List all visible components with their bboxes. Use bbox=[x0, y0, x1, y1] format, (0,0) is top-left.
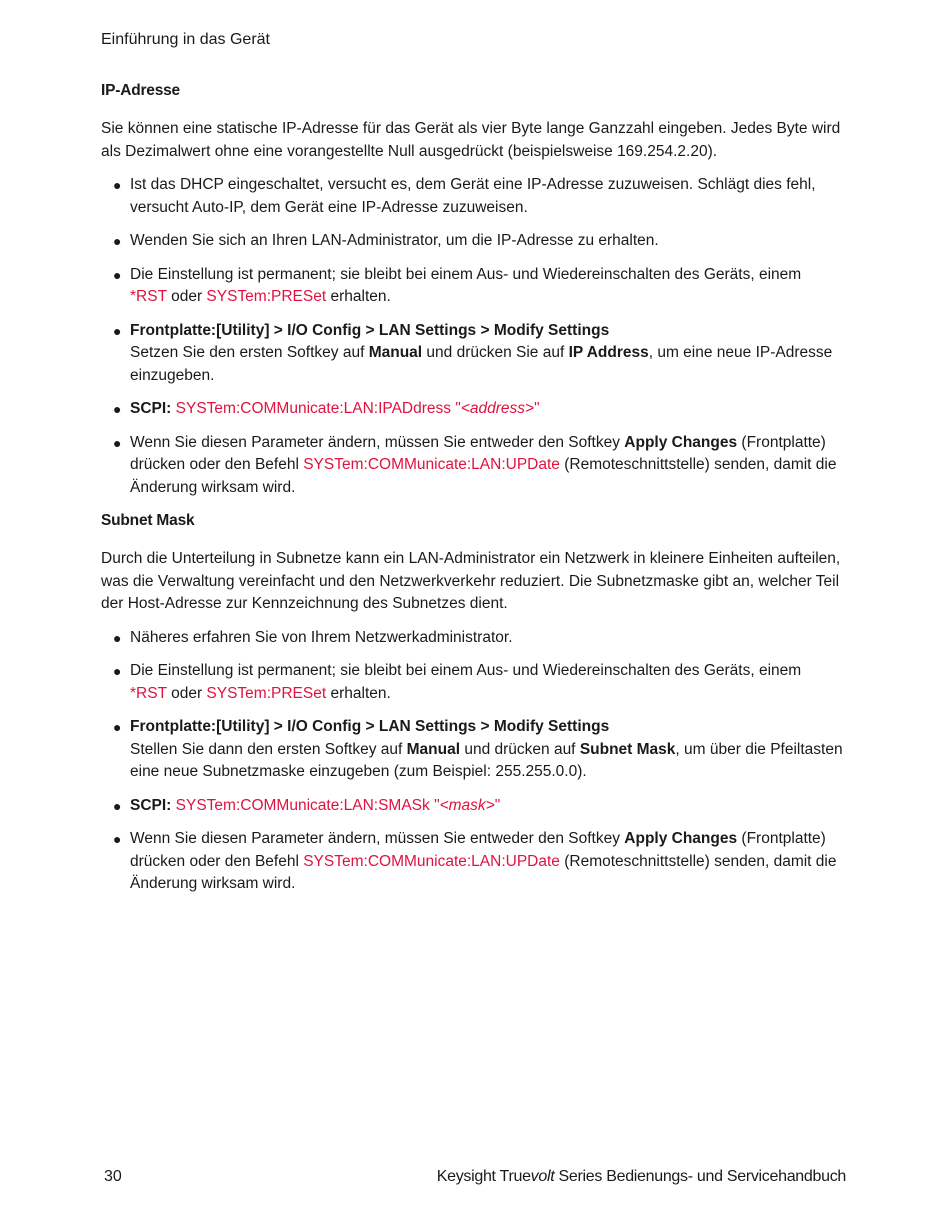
item-text: (Remoteschnittstelle) senden, damit die Änderung wirksam wird. bbox=[130, 456, 837, 496]
list-item bbox=[101, 660, 853, 705]
softkey-label: Apply Changes bbox=[624, 433, 738, 451]
item-text: Setzen Sie den ersten Softkey auf bbox=[130, 344, 365, 361]
footer-brand: Keysight True bbox=[436, 1168, 531, 1185]
subnet-mask-heading: Subnet Mask bbox=[101, 512, 195, 529]
preset-command-link[interactable]: SYSTem:PRESet bbox=[206, 288, 327, 305]
command-text: SYSTem:COMMunicate:LAN:IPADdress " bbox=[175, 400, 461, 417]
softkey-label: Manual bbox=[368, 344, 423, 361]
command-text: " bbox=[494, 796, 501, 814]
list-item bbox=[101, 627, 853, 650]
footer-manual-title bbox=[437, 1168, 846, 1186]
command-param: <mask> bbox=[439, 796, 495, 814]
item-text: Die Einstellung ist permanent; sie bleibt bei einem Aus- und Wiedereinschalten des Geräts, einem bbox=[130, 662, 802, 679]
item-text: Wenn Sie diesen Parameter ändern, müssen Sie entweder den Softkey bbox=[130, 830, 620, 847]
bullet-icon: ● bbox=[113, 663, 122, 679]
scpi-smask-command[interactable] bbox=[176, 797, 501, 814]
list-item bbox=[101, 716, 853, 784]
item-text: (Remoteschnittstelle) senden, damit die Änderung wirksam wird. bbox=[130, 852, 837, 892]
bullet-icon: ● bbox=[113, 401, 122, 417]
bullet-icon: ● bbox=[113, 831, 122, 847]
preset-command-link[interactable]: SYSTem:PRESet bbox=[206, 684, 327, 702]
bullet-icon: ● bbox=[113, 797, 122, 814]
list-item bbox=[101, 320, 853, 388]
menu-path: Frontplatte:[Utility] > I/O Config > LAN Settings > Modify Settings bbox=[130, 718, 610, 735]
list-item bbox=[101, 264, 853, 309]
footer-brand-italic: volt bbox=[530, 1168, 555, 1185]
scpi-label: SCPI: bbox=[130, 796, 172, 814]
item-text: oder bbox=[171, 288, 203, 305]
bullet-icon: ● bbox=[113, 233, 122, 249]
item-text: (Frontplatte) drücken oder den Befehl bbox=[130, 830, 826, 870]
rst-command-link[interactable]: *RST bbox=[130, 684, 167, 702]
page-content bbox=[101, 80, 853, 907]
list-item bbox=[101, 828, 853, 896]
command-text: " bbox=[534, 400, 540, 417]
item-text: und drücken Sie auf bbox=[426, 344, 565, 361]
item-text: , um eine neue IP-Adresse einzugeben. bbox=[130, 344, 833, 384]
item-text: und drücken auf bbox=[464, 740, 576, 758]
item-text: Wenden Sie sich an Ihren LAN-Administrator, um die IP-Adresse zu erhalten. bbox=[130, 232, 659, 249]
ip-address-intro: Sie können eine statische IP-Adresse für das Gerät als vier Byte lange Ganzzahl eingeben. Jedes Byte wird als Dezimalwert ohne eine vorangestellte Null ausgedrückt (beispielsweise 169.254.2.20). bbox=[101, 120, 841, 160]
command-text: SYSTem:COMMunicate:LAN:SMASk " bbox=[175, 796, 440, 814]
item-text: Näheres erfahren Sie von Ihrem Netzwerkadministrator. bbox=[130, 628, 513, 646]
list-item bbox=[101, 795, 853, 818]
softkey-label: Apply Changes bbox=[624, 830, 738, 847]
item-text: Die Einstellung ist permanent; sie bleibt bei einem Aus- und Wiedereinschalten des Geräts, einem bbox=[130, 265, 802, 283]
softkey-label: IP Address bbox=[568, 344, 649, 361]
bullet-icon: ● bbox=[113, 629, 122, 646]
bullet-icon: ● bbox=[113, 266, 122, 283]
bullet-icon: ● bbox=[113, 177, 122, 193]
list-item bbox=[101, 432, 853, 500]
item-text: (Frontplatte) drücken oder den Befehl bbox=[130, 433, 826, 473]
scpi-label: SCPI: bbox=[130, 400, 172, 417]
bullet-icon: ● bbox=[113, 719, 122, 735]
item-text: Wenn Sie diesen Parameter ändern, müssen Sie entweder den Softkey bbox=[130, 433, 620, 451]
running-header: Einführung in das Gerät bbox=[101, 31, 270, 48]
softkey-label: Subnet Mask bbox=[579, 740, 676, 758]
list-item bbox=[101, 174, 853, 219]
subnet-mask-intro: Durch die Unterteilung in Subnetze kann ein LAN-Administrator ein Netzwerk in kleinere Einheiten aufteilen, was die Verwaltung vereinfacht und den Netzwerkverkehr reduziert. Die Subnetzmaske gibt an, welcher Teil der Host-Adresse zur Kennzeichnung des Subnetzes dient. bbox=[101, 550, 841, 612]
list-item bbox=[101, 398, 853, 421]
ip-address-list bbox=[101, 174, 853, 499]
update-command-link[interactable]: SYSTem:COMMunicate:LAN:UPDate bbox=[303, 852, 560, 870]
item-text: erhalten. bbox=[330, 684, 391, 702]
footer-title-rest: Series Bedienungs- und Servicehandbuch bbox=[554, 1168, 846, 1185]
command-param: <address> bbox=[460, 400, 535, 417]
rst-command-link[interactable]: *RST bbox=[130, 288, 167, 305]
item-text: oder bbox=[171, 684, 203, 702]
item-text: Ist das DHCP eingeschaltet, versucht es, dem Gerät eine IP-Adresse zuzuweisen. Schlägt dies fehl, versucht Auto-IP, dem Gerät eine IP-Adresse zuzuweisen. bbox=[130, 176, 816, 216]
page-number: 30 bbox=[104, 1168, 122, 1185]
update-command-link[interactable]: SYSTem:COMMunicate:LAN:UPDate bbox=[303, 456, 560, 473]
bullet-icon: ● bbox=[113, 434, 122, 451]
list-item bbox=[101, 230, 853, 253]
softkey-label: Manual bbox=[406, 740, 461, 758]
item-text: Stellen Sie dann den ersten Softkey auf bbox=[130, 740, 403, 758]
item-text: , um über die Pfeiltasten eine neue Subnetzmaske einzugeben (zum Beispiel: 255.255.0.0). bbox=[130, 740, 843, 780]
bullet-icon: ● bbox=[113, 322, 122, 339]
menu-path: Frontplatte:[Utility] > I/O Config > LAN Settings > Modify Settings bbox=[130, 321, 610, 339]
scpi-ipaddress-command[interactable] bbox=[176, 400, 540, 417]
subnet-mask-list bbox=[101, 627, 853, 896]
item-text: erhalten. bbox=[330, 288, 391, 305]
ip-address-heading: IP-Adresse bbox=[101, 82, 180, 99]
